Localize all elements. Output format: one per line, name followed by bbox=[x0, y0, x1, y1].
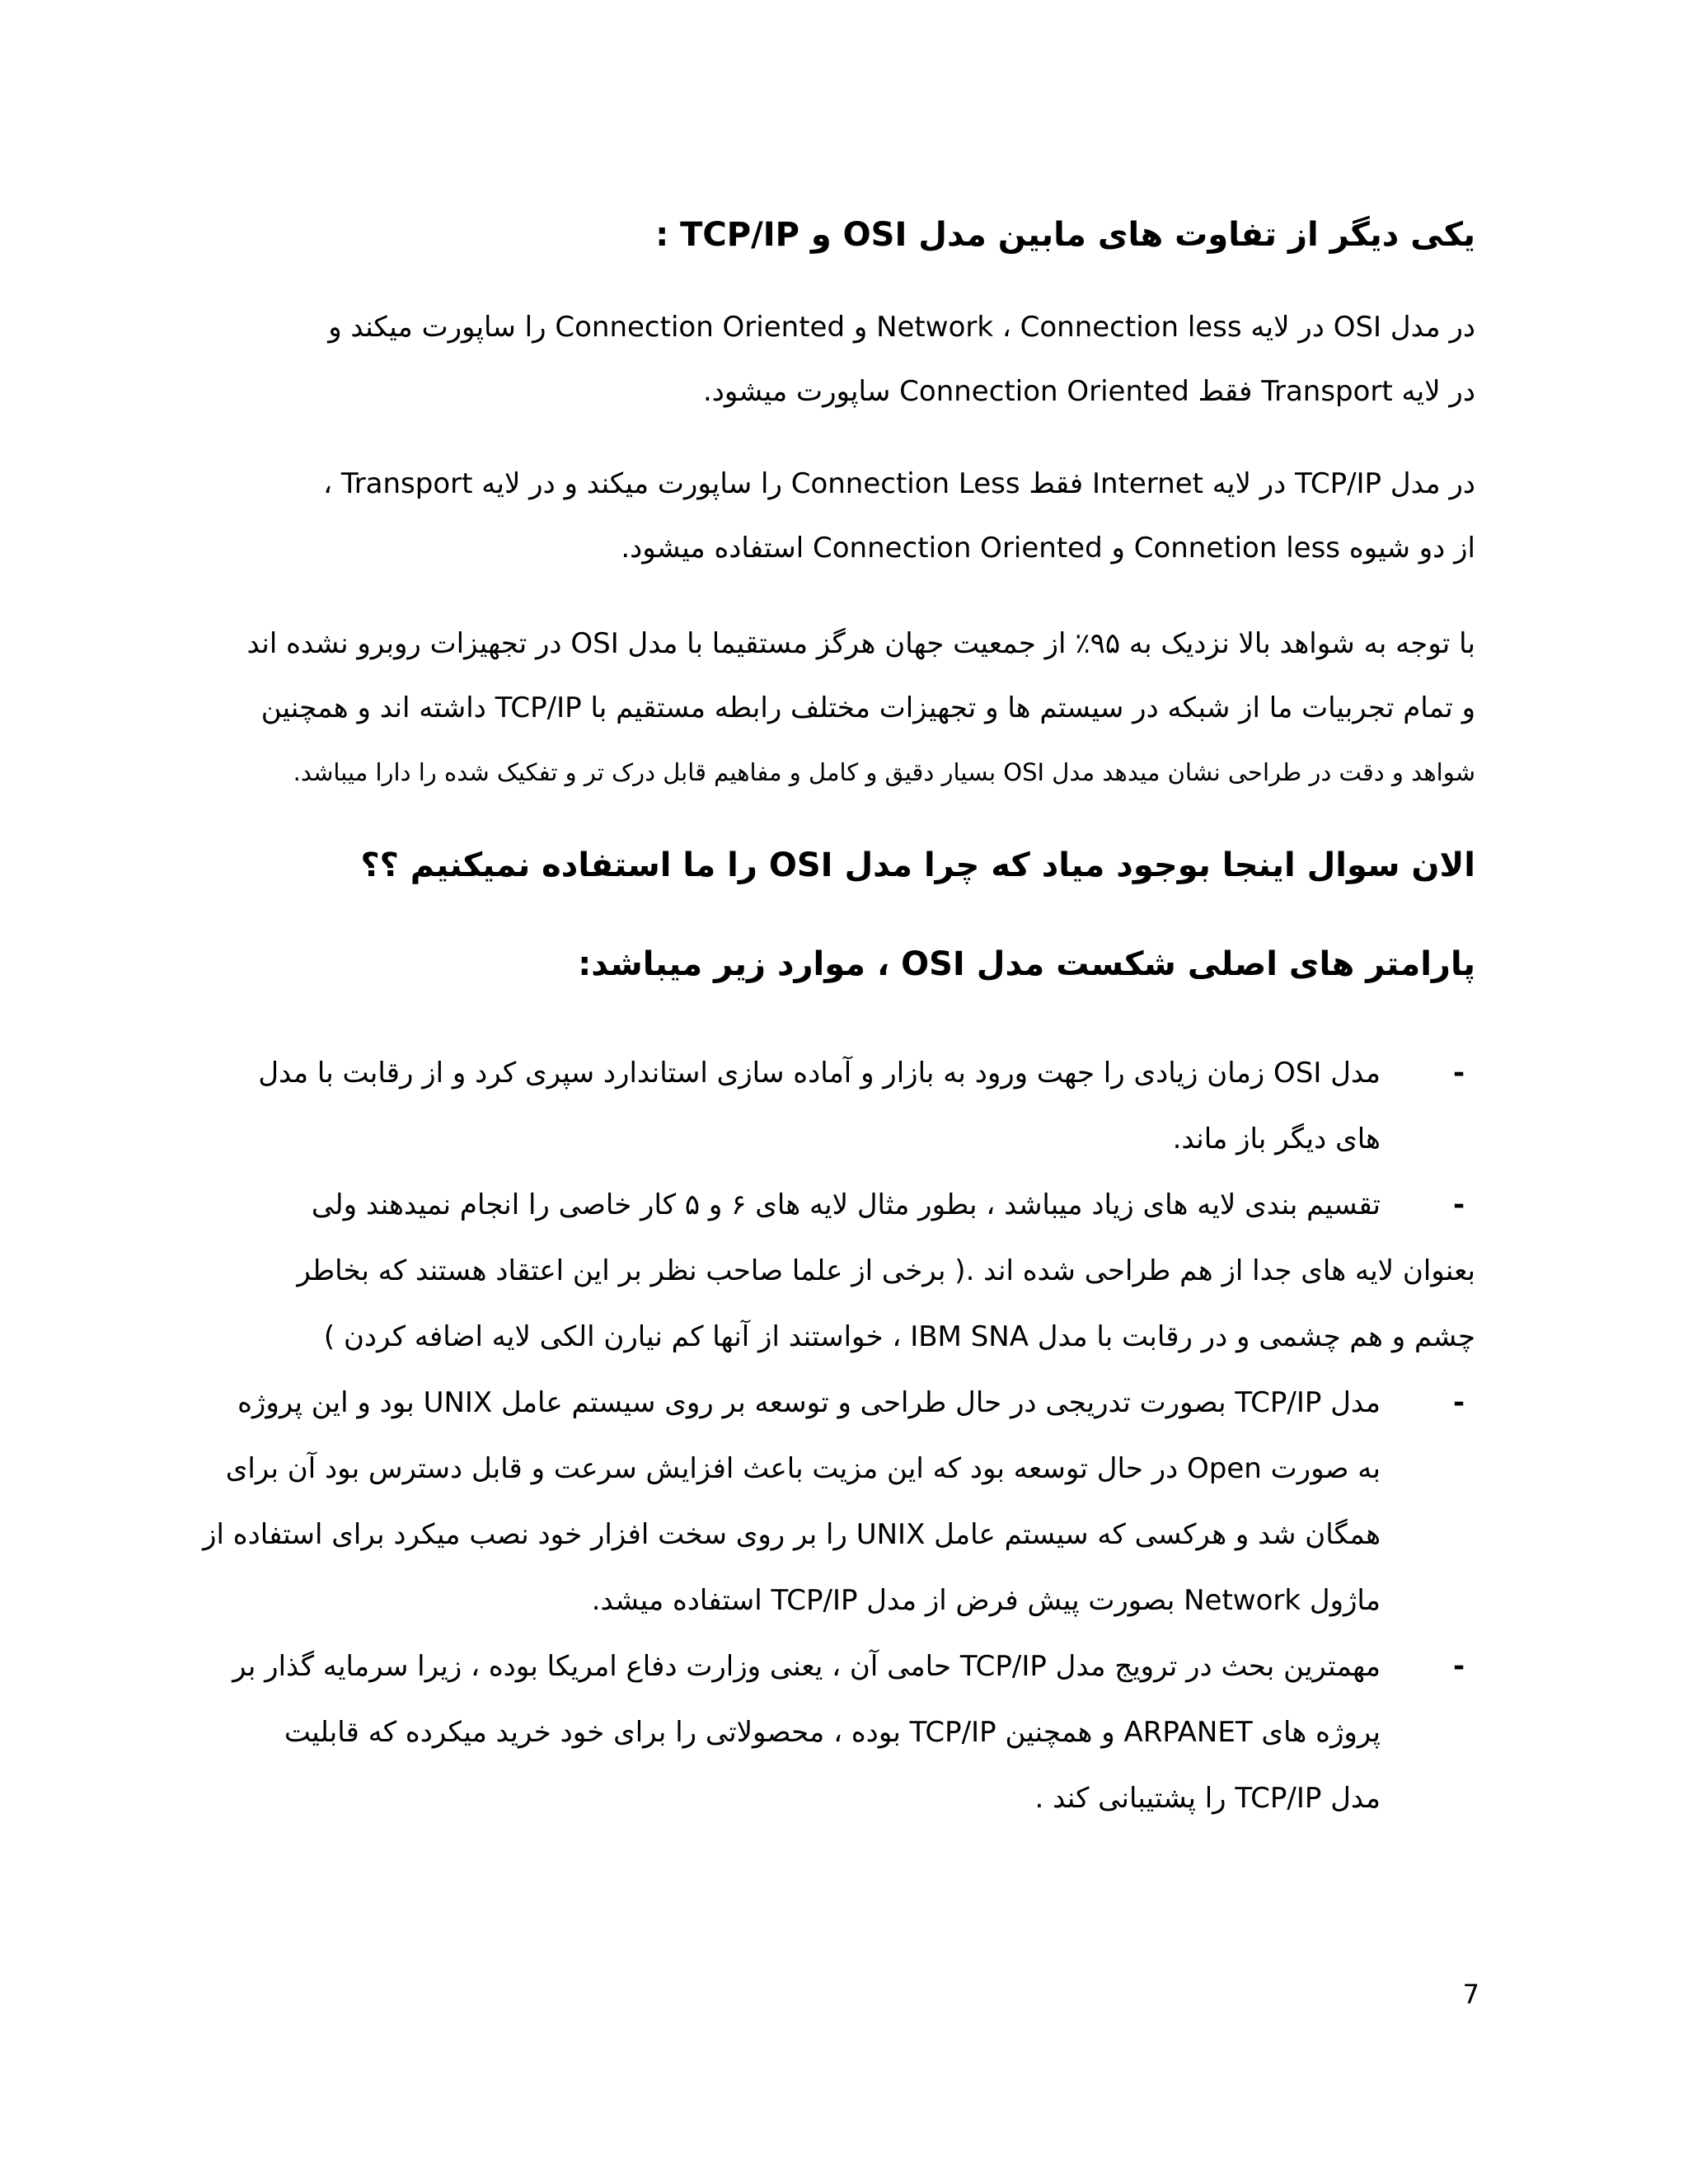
paragraph-line: شواهد و دقت در طراحی نشان میدهد مدل OSI بسیار دقیق و کامل و مفاهیم قابل درک تر و تفکیک شده را دارا میباشد. bbox=[293, 758, 1475, 786]
heading-failure-parameters bbox=[210, 940, 1475, 989]
page-number: 7 bbox=[1462, 1979, 1479, 2010]
list-item-line: به صورت Open در حال توسعه بود که این مزیت باعث افزایش سرعت و قابل دسترس بود آن برای bbox=[225, 1452, 1381, 1485]
bullet-dash: - bbox=[1452, 1386, 1465, 1419]
paragraph-tcpip-layers bbox=[210, 452, 1475, 580]
list-item bbox=[210, 1040, 1475, 1172]
list-item-line: مدل OSI زمان زیادی را جهت ورود به بازار و آماده سازی استاندارد سپری کرد و از رقابت با مدل bbox=[258, 1057, 1381, 1090]
heading-question bbox=[210, 841, 1475, 890]
list-item-line: های دیگر باز ماند. bbox=[1172, 1122, 1381, 1155]
heading-line: یکی دیگر از تفاوت های مابین مدل OSI و TCP/IP : bbox=[655, 216, 1475, 254]
bullet-dash: - bbox=[1452, 1650, 1465, 1683]
list-item-line: مدل TCP/IP بصورت تدریجی در حال طراحی و توسعه بر روی سیستم عامل UNIX بود و این پروژه bbox=[237, 1386, 1381, 1419]
heading-line: پارامتر های اصلی شکست مدل OSI ، موارد زیر میباشد: bbox=[578, 945, 1475, 983]
paragraph-line: با توجه به شواهد بالا نزدیک به ۹۵٪ از جمعیت جهان هرگز مستقیما با مدل OSI در تجهیزات روبرو نشده اند bbox=[246, 627, 1475, 660]
paragraph-osi-layers bbox=[210, 295, 1475, 424]
paragraph-line: و تمام تجربیات ما از شبکه در سیستم ها و تجهیزات مختلف رابطه مستقیم با TCP/IP داشته اند و همچنین bbox=[260, 691, 1475, 724]
bullet-dash: - bbox=[1452, 1057, 1465, 1090]
paragraph-line: در لایه Transport فقط Connection Oriented ساپورت میشود. bbox=[702, 375, 1475, 408]
list-item-line: همگان شد و هرکسی که سیستم عامل UNIX را بر روی سخت افزار خود نصب میکرد برای استفاده از bbox=[203, 1518, 1381, 1551]
list-item-line: مهمترین بحث در ترویج مدل TCP/IP حامی آن ، یعنی وزارت دفاع امریکا بوده ، زیرا سرمایه گذار بر bbox=[232, 1650, 1381, 1683]
heading-differences bbox=[210, 210, 1475, 260]
failure-reasons-list bbox=[203, 1040, 1475, 1831]
list-item-line: مدل TCP/IP را پشتیبانی کند . bbox=[1034, 1782, 1381, 1815]
list-item-line: پروژه های ARPANET و همچنین TCP/IP بوده ، محصولاتی را برای خود خرید میکرده که قابلیت bbox=[284, 1716, 1381, 1749]
list-item-line: بعنوان لایه های جدا از هم طراحی شده اند .( برخی از علما صاحب نظر بر این اعتقاد هستند که بخاطر bbox=[297, 1254, 1475, 1287]
list-item bbox=[210, 1633, 1475, 1831]
bullet-dash: - bbox=[1452, 1188, 1465, 1221]
paragraph-line: در مدل TCP/IP در لایه Internet فقط Connection Less را ساپورت میکند و در لایه Transport ، bbox=[323, 467, 1475, 500]
heading-line: الان سوال اینجا بوجود میاد که چرا مدل OSI را ما استفاده نمیکنیم ؟؟ bbox=[360, 846, 1475, 884]
list-item bbox=[210, 1172, 1475, 1370]
paragraph-line: از دو شیوه Connetion less و Connection Oriented استفاده میشود. bbox=[621, 532, 1475, 565]
paragraph-line: در مدل OSI در لایه Network ، Connection less و Connection Oriented را ساپورت میکند و bbox=[328, 311, 1475, 344]
list-item-line: تقسیم بندی لایه های زیاد میباشد ، بطور مثال لایه های ۶ و ۵ کار خاصی را انجام نمیدهند ولی bbox=[311, 1188, 1381, 1221]
paragraph-evidence bbox=[210, 612, 1475, 804]
list-item bbox=[203, 1370, 1475, 1633]
list-item-line: ماژول Network بصورت پیش فرض از مدل TCP/IP استفاده میشد. bbox=[591, 1584, 1381, 1617]
list-item-line: چشم و هم چشمی و در رقابت با مدل IBM SNA ، خواستند از آنها کم نیارن الکی لایه اضافه کردن ) bbox=[323, 1320, 1475, 1353]
